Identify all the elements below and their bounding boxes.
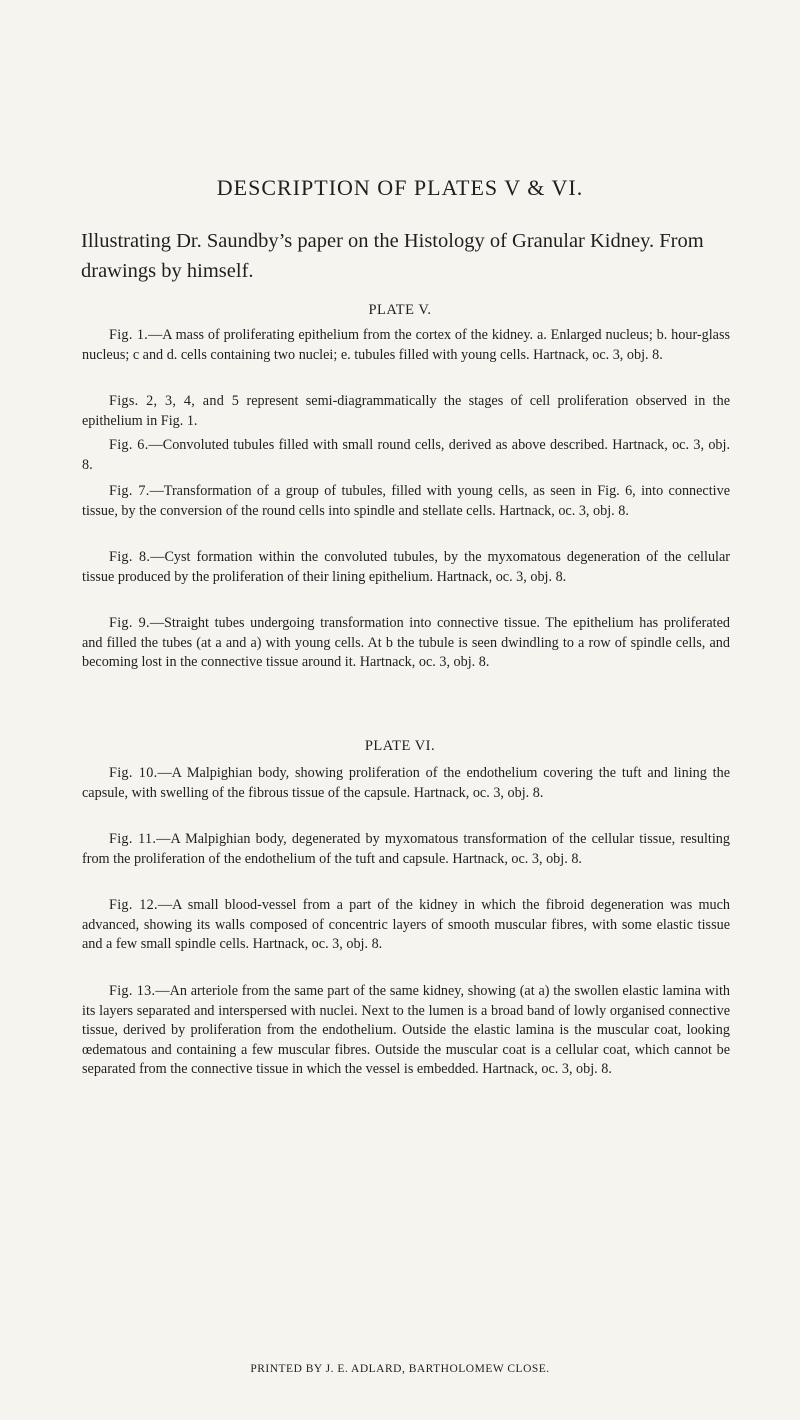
fig-12-entry (82, 896, 730, 955)
fig-text: —Straight tubes undergoing transformation into connective tissue. The epithelium has proliferated and filled the tubes (at a and a) with young cells. At b the tubule is seen dwindling to a row of spindle cells, and becoming lost in the connective tissue around it. Hartnack, oc. 3, obj. 8. (82, 615, 730, 671)
fig-label: Fig. 10. (109, 765, 158, 781)
printer-imprint: PRINTED BY J. E. ADLARD, BARTHOLOMEW CLOSE. (250, 1363, 550, 1375)
fig-text: —Convoluted tubules filled with small round cells, derived as above described. Hartnack, oc. 3, obj. 8. (82, 437, 730, 473)
fig-8-entry (82, 548, 730, 587)
fig-10-entry (82, 764, 730, 803)
fig-label: Fig. 6. (109, 437, 149, 453)
fig-label: Fig. 13. (109, 983, 156, 999)
plate-vi-heading: PLATE VI. (364, 738, 436, 754)
fig-text: —A mass of proliferating epithelium from the cortex of the kidney. a. Enlarged nucleus; b. hour-glass nucleus; c and d. cells containing two nuclei; e. tubules filled with young cells. Hartnack, oc. 3, obj. 8. (82, 327, 730, 363)
fig-text: —A Malpighian body, showing proliferation of the endothelium covering the tuft and lining the capsule, with swelling of the fibrous tissue of the capsule. Hartnack, oc. 3, obj. 8. (82, 765, 730, 801)
fig-label: Figs. 2, 3, 4, and 5 (109, 393, 240, 409)
fig-text: —Cyst formation within the convoluted tubules, by the myxomatous degeneration of the cellular tissue produced by the proliferation of their lining epithelium. Hartnack, oc. 3, obj. 8. (82, 549, 731, 585)
fig-label: Fig. 1. (109, 327, 149, 343)
fig-text: —Transformation of a group of tubules, filled with young cells, as seen in Fig. 6, into connective tissue, by the conversion of the round cells into spindle and stellate cells. Hartnack, oc. 3, obj. 8. (82, 483, 730, 519)
fig-text: —A small blood-vessel from a part of the kidney in which the fibroid degeneration was much advanced, showing its walls composed of concentric layers of smooth muscular fibres, with some elastic tissue and a few small spindle cells. Hartnack, oc. 3, obj. 8. (82, 897, 730, 953)
fig-label: Fig. 12. (109, 897, 158, 913)
fig-13-entry (82, 982, 730, 1080)
subtitle: Illustrating Dr. Saundby’s paper on the Histology of Granular Kidney. From drawings by himself. (81, 230, 704, 282)
fig-7-entry (82, 482, 730, 521)
fig-label: Fig. 11. (109, 831, 157, 847)
plate-v-heading: PLATE V. (368, 302, 432, 318)
fig-label: Fig. 8. (109, 549, 151, 565)
figs-2-5-entry (82, 392, 730, 431)
fig-9-entry (82, 614, 730, 673)
fig-6-entry (82, 436, 730, 475)
fig-1-entry (82, 326, 730, 365)
fig-11-entry (82, 830, 730, 869)
fig-text: —An arteriole from the same part of the same kidney, showing (at a) the swollen elastic lamina with its layers separated and interspersed with nuclei. Next to the lumen is a broad band of lowly organised connective tissue, derived by proliferation from the endothelium. Outside the elastic lamina is the muscular coat, looking œdematous and containing a few muscular fibres. Outside the muscular coat is a cellular coat, which cannot be separated from the connective tissue in which the vessel is embedded. Hartnack, oc. 3, obj. 8. (82, 983, 730, 1078)
fig-label: Fig. 7. (109, 483, 150, 499)
fig-label: Fig. 9. (109, 615, 150, 631)
page-title: DESCRIPTION OF PLATES V & VI. (216, 175, 584, 200)
fig-text: —A Malpighian body, degenerated by myxomatous transformation of the cellular tissue, resulting from the proliferation of the endothelium of the tuft and capsule. Hartnack, oc. 3, obj. 8. (82, 831, 730, 867)
fig-text: represent semi-diagrammatically the stages of cell proliferation observed in the epithelium in Fig. 1. (82, 393, 730, 429)
